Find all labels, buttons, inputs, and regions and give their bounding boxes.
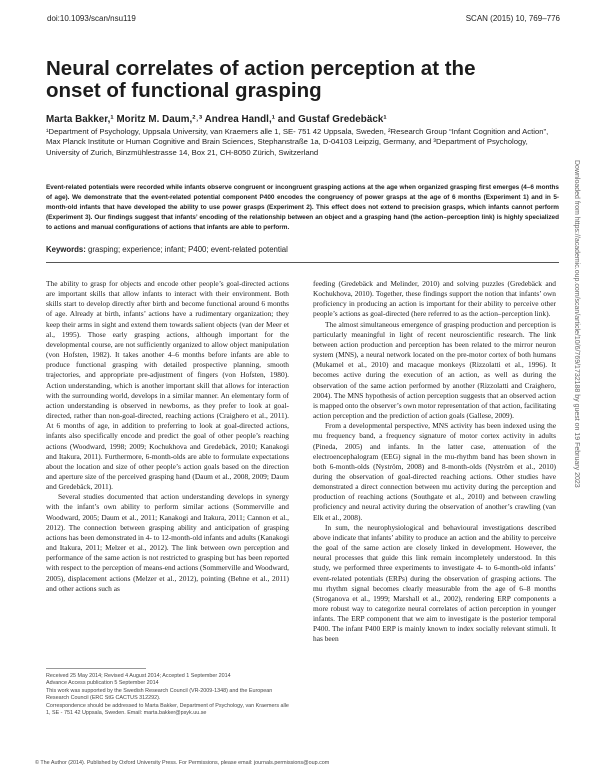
- correspondence-note: Correspondence should be addressed to Marta Bakker, Department of Psychology, van Kraemers alle 1, SE - 751 42 Uppsala, Sweden. Email: marta.bakker@psyk.uu.se: [46, 702, 289, 717]
- download-watermark-text: Downloaded from https://academic.oup.com/scan/article/10/6/769/1732188 by guest on 19 February 2023: [573, 160, 580, 488]
- download-watermark: [570, 160, 584, 600]
- advance-access: Advance Access publication 5 September 2014: [46, 680, 159, 687]
- footnotes: [46, 673, 289, 717]
- paragraph: Several studies documented that action understanding develops in synergy with the infant’s own ability to perform similar actions (Sommerville and Woodward, 2005; Daum et al., 2011; Kanakogi and Itakura, 2011; Cannon et al., 2012). The connection between grasping ability and anticipation of grasping actions has been demonstrated in 4- to 12-month-old infants and adults (Kanakogi and Itakura, 2011; Melzer et al., 2012). The link between own perception and performance of the same action is not restricted to grasping but has been reported with respect to the perception of means-end actions (Sommerville and Woodward, 2005), displacement actions (Melzer et al., 2012), pointing (Behne et al., 2011) and other actions such as: [46, 492, 289, 593]
- affiliations: ¹Department of Psychology, Uppsala University, van Kraemers alle 1, SE- 751 42 Uppsala, Sweden, ²Research Group “Infant Cognition and Action”, Max Planck Institute or Human Cognitive and Brain Sciences, Stephanstraße 1a, D-04103 Leipzig, Germany, and ³Department of Psychology, University of Zurich, Binzmühlestrasse 14, Box 21, CH-8050 Zürich, Switzerland: [46, 127, 549, 157]
- article-title: Neural correlates of action perception at the onset of functional grasping: [46, 57, 476, 102]
- author-list: Marta Bakker,¹ Moritz M. Daum,²˒³ Andrea Handl,¹ and Gustaf Gredebäck¹: [46, 114, 387, 125]
- paragraph: In sum, the neurophysiological and behavioural investigations described above indicate that infants’ ability to produce an action and the ability to perceive the goal of the same action are closely linked in development. However, the neural processes that guide this link remain incompletely understood. In this study, we performed three experiments to investigate 4- to 6-month-old infants’ event-related potentials (ERPs) during the observation of grasping actions. The mu rhythm signal becomes clearly measurable from the age of 6–8 months (Stroganova et al., 1999; Marshall et al., 2002), rendering ERP components a more robust way to categorize neural correlates of action perception in younger infants. The ERP component that we aim to investigate is the posterior temporal P400. The infant P400 ERP is mainly known to index socially relevant stimuli. It has been: [313, 522, 556, 644]
- received-dates: Received 25 May 2014; Revised 4 August 2014; Accepted 1 September 2014: [46, 673, 231, 679]
- keywords: [46, 245, 288, 254]
- doi-text: doi:10.1093/scan/nsu119: [47, 14, 136, 23]
- footnote-divider: [46, 668, 146, 669]
- body-column-right: [313, 279, 556, 645]
- keywords-label: Keywords:: [46, 245, 86, 254]
- keywords-list: grasping; experience; infant; P400; event-related potential: [88, 245, 288, 254]
- paragraph: The ability to grasp for objects and encode other people’s goal-directed actions are important skills that allow infants to interact with their environment. Both skills start to develop directly after birth and become functional around 6 months of age. Already at birth, infants’ actions have a rudimentary organization; they keep their arms in sight and extend them towards salient objects (van der Meer et al., 1995). Those early grasping actions, although important for the developmental course, are not sufficiently organized to allow object manipulation (von Hofsten, 1982). It takes another 4–6 months before infants are able to produce functional grasping with detailed prospective planning, smooth trajectories, and appropriate pre-adjustment of fingers (von Hofsten, 1980). Action understanding, which is another important skill that allows for interaction with the surrounding world, develops in a similar manner. An elementary form of action understanding is observed in newborns, as they prefer to look at goal-directed, rather than non-goal-directed, reaching actions (Craighero et al., 2011). At 6 months of age, in addition to preferring to look at goal-directed actions, infants also specifically encode and predict the goal of other people’s reaching actions (Woodward, 1998; 2009; Kochukhova and Gredebäck, 2010; Kanakogi and Itakura, 2011). Furthermore, 6-month-olds are able to formulate expectations about the location and size of other people’s action goals based on the direction and aperture size of the perceived grasping hand (Daum et al., 2008, 2009; Daum and Gredebäck, 2011).: [46, 279, 289, 492]
- journal-citation: SCAN (2015) 10, 769–776: [465, 14, 560, 23]
- paragraph: The almost simultaneous emergence of grasping production and perception is particularly meaningful in light of recent neuroscientific research. The link between action production and perception has been related to the mirror neuron system (MNS), a neural network located on the pre-motor cortex of both humans (Mukamel et al., 2010) and macaque monkeys (Rizzolatti et al., 1996). It becomes active during the execution of an action, as well as during the observation of the same action performed by another (Rizzolatti and Craighero, 2004). The MNS hypothesis of action perception suggests that an observed action is mapped onto the observer’s own motor representation of that action, facilitating action perception and the prediction of action goals (Gallese, 2009).: [313, 319, 556, 421]
- paragraph: From a developmental perspective, MNS activity has been indexed using the mu frequency band, a frequency signature of motor cortex activity in adults (Pineda, 2005) and infants. In the latter case, attenuation of the electroencephalogram (EEG) signal in the mu-rhythm band has been shown in both 6-month-olds (Nyström, 2008) and 8-month-olds (Nyström et al., 2010) during the observation of goal-directed reaching actions. Other studies have demonstrated a direct connection between mu activity during the perception and production of reaching actions (Southgate et al., 2010) and between crawling proficiency and neural activity during the observation of another’s crawling (van Elk et al., 2008).: [313, 421, 556, 522]
- copyright-footer: © The Author (2014). Published by Oxford University Press. For Permissions, please email: journals.permissions@oup.com: [35, 760, 330, 766]
- section-divider: [46, 262, 559, 263]
- funding-note: This work was supported by the Swedish Research Council (VR-2009-1348) and the European Research Council (ERC StG CACTUS 312292).: [46, 687, 273, 702]
- abstract: Event-related potentials were recorded while infants observe congruent or incongruent grasping actions at the age when organized grasping first emerges (4–6 months of age). We demonstrate that the event-related potential component P400 encodes the congruency of power grasps at the age of 6 months (Experiment 1) and in 5-month-old infants that have developed the ability to use power grasps (Experiment 2). This effect does not extend to precision grasps, which infants cannot perform (Experiment 3). Our findings suggest that infants’ encoding of the relationship between an object and a grasping hand (the action–perception link) is highly specialized to actions and manual configurations of actions that infants are able to perform.: [46, 184, 559, 231]
- paragraph: feeding (Gredebäck and Melinder, 2010) and solving puzzles (Gredebäck and Kochukhova, 2010). Together, these findings support the notion that infants’ own proficiency in producing an action is important for their ability to perceive other people’s actions as goal-directed (here referred to as the action–perception link).: [313, 279, 556, 319]
- body-column-left: [46, 279, 289, 594]
